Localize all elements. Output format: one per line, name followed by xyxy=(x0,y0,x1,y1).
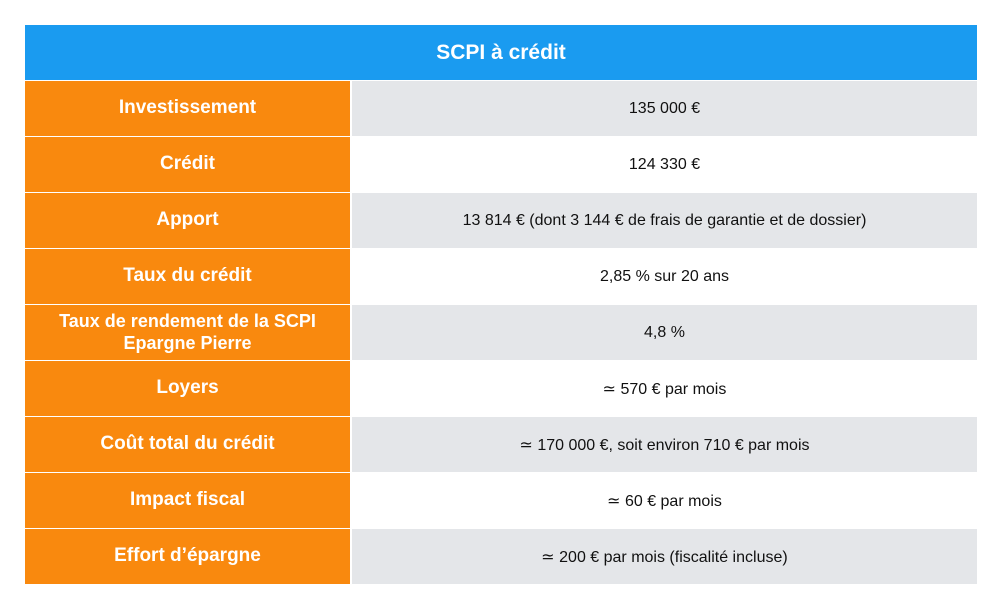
table-row xyxy=(25,473,977,529)
table-row xyxy=(25,81,977,137)
row-label: Impact fiscal xyxy=(25,473,352,528)
table-row xyxy=(25,361,977,417)
row-value: 2,85 % sur 20 ans xyxy=(352,249,977,304)
row-label xyxy=(25,305,352,360)
row-label-line: Epargne Pierre xyxy=(123,332,252,353)
table-row xyxy=(25,193,977,249)
row-value: 135 000 € xyxy=(352,81,977,136)
table-title: SCPI à crédit xyxy=(25,25,977,81)
row-value: ≃ 200 € par mois (fiscalité incluse) xyxy=(352,529,977,584)
row-value: 4,8 % xyxy=(352,305,977,360)
row-label: Taux du crédit xyxy=(25,249,352,304)
scpi-table xyxy=(25,25,977,584)
row-label: Effort d’épargne xyxy=(25,529,352,584)
row-value: ≃ 170 000 €, soit environ 710 € par mois xyxy=(352,417,977,472)
row-label-line: Taux de rendement de la SCPI xyxy=(59,310,316,331)
row-label: Coût total du crédit xyxy=(25,417,352,472)
table-row xyxy=(25,249,977,305)
row-value: 13 814 € (dont 3 144 € de frais de garantie et de dossier) xyxy=(352,193,977,248)
row-label: Apport xyxy=(25,193,352,248)
table-row xyxy=(25,417,977,473)
table-row xyxy=(25,529,977,584)
table-row xyxy=(25,305,977,361)
row-value: ≃ 570 € par mois xyxy=(352,361,977,416)
row-value: ≃ 60 € par mois xyxy=(352,473,977,528)
row-value: 124 330 € xyxy=(352,137,977,192)
row-label: Investissement xyxy=(25,81,352,136)
table-row xyxy=(25,137,977,193)
row-label: Loyers xyxy=(25,361,352,416)
row-label: Crédit xyxy=(25,137,352,192)
